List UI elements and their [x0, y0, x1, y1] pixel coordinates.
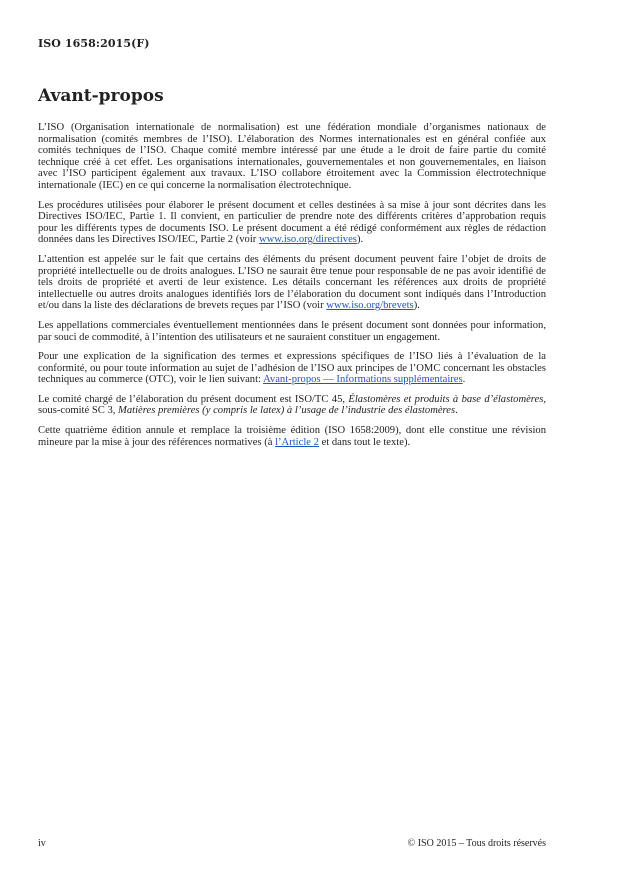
paragraph-1	[38, 122, 546, 192]
supplementary-info-link[interactable]: Avant-propos — Informations supplémentaires	[263, 374, 463, 386]
paragraph-6-text-2: , sous-comité SC 3,	[38, 393, 547, 417]
paragraph-7-end: et dans tout le texte).	[318, 436, 411, 448]
page-title: Avant-propos	[38, 86, 164, 106]
paragraph-5-end: .	[462, 374, 466, 386]
paragraph-3	[38, 254, 546, 312]
paragraph-3-end: ).	[413, 300, 420, 312]
paragraph-3-text: L’attention est appelée sur le fait que certains des éléments du présent document peuvent faire l’objet de droits de propriété intellectuelle ou de droits analogues. L’ISO ne saurait être tenue pour responsable de ne pas avoir identifié de tels droits de propriété et averti de leur existence. Les détails concernant les références aux droits de propriété intellectuelle ou autres droits analogues identifiés lors de l’élaboration du document sont indiqués dans l’Introduction et/ou dans la liste des déclarations de brevets reçues par l’ISO (voir	[38, 253, 546, 312]
committee-title: Élastomères et produits à base d’élastomères	[348, 393, 544, 405]
paragraph-4	[38, 320, 546, 343]
paragraph-6	[38, 394, 546, 417]
paragraph-5-text: Pour une explication de la signification des termes et expressions spécifiques de l’ISO liés à l’évaluation de la conformité, ou pour toute information au sujet de l’adhésion de l’ISO aux principes de l’OMC concernant les obstacles techniques au commerce (OTC), voir le lien suivant:	[38, 351, 546, 386]
directives-link[interactable]: www.iso.org/directives	[258, 234, 357, 246]
paragraph-7	[38, 425, 546, 448]
paragraph-4-text: Les appellations commerciales éventuellement mentionnées dans le présent document sont données pour information, par souci de commodité, à l’intention des utilisateurs et ne sauraient constituer un engagement.	[38, 319, 546, 343]
copyright-notice: © ISO 2015 – Tous droits réservés	[407, 838, 546, 849]
paragraph-7-text: Cette quatrième édition annule et remplace la troisième édition (ISO 1658:2009), dont elle constitue une révision mineure par la mise à jour des références normatives (à	[38, 425, 546, 448]
paragraph-2-end: ).	[356, 234, 364, 246]
page-number: iv	[38, 838, 46, 849]
subcommittee-title: Matières premières (y compris le latex) à l’usage de l’industrie des élastomères	[118, 405, 456, 417]
article-2-link[interactable]: l’Article 2	[275, 436, 319, 448]
paragraph-1-text: L’ISO (Organisation internationale de normalisation) est une fédération mondiale d’organismes nationaux de normalisation (comités membres de l’ISO). L’élaboration des Normes internationales est en général confiée aux comités techniques de l’ISO. Chaque comité membre intéressé par une étude a le droit de faire partie du comité technique créé à cet effet. Les organisations internationales, gouvernementales et non gouvernementales, en liaison avec l’ISO participent également aux travaux. L’ISO collabore étroitement avec la Commission électrotechnique internationale (IEC) en ce qui concerne la normalisation électrotechnique.	[38, 122, 546, 191]
paragraph-6-text-1: Le comité chargé de l’élaboration du présent document est ISO/TC 45,	[38, 393, 349, 405]
paragraph-6-text-3: .	[455, 405, 458, 417]
paragraph-2	[38, 200, 546, 246]
foreword-body	[38, 122, 546, 456]
paragraph-2-text: Les procédures utilisées pour élaborer le présent document et celles destinées à sa mise à jour sont décrites dans les Directives ISO/IEC, Partie 1. Il convient, en particulier de prendre note des différents critères d’approbation requis pour les différents types de documents ISO. Le présent document a été rédigé conformément aux règles de rédaction données dans les Directives ISO/IEC, Partie 2 (voir	[38, 199, 546, 246]
paragraph-5	[38, 351, 546, 386]
document-id-header: ISO 1658:2015(F)	[38, 37, 150, 50]
patents-link[interactable]: www.iso.org/brevets	[326, 300, 414, 312]
